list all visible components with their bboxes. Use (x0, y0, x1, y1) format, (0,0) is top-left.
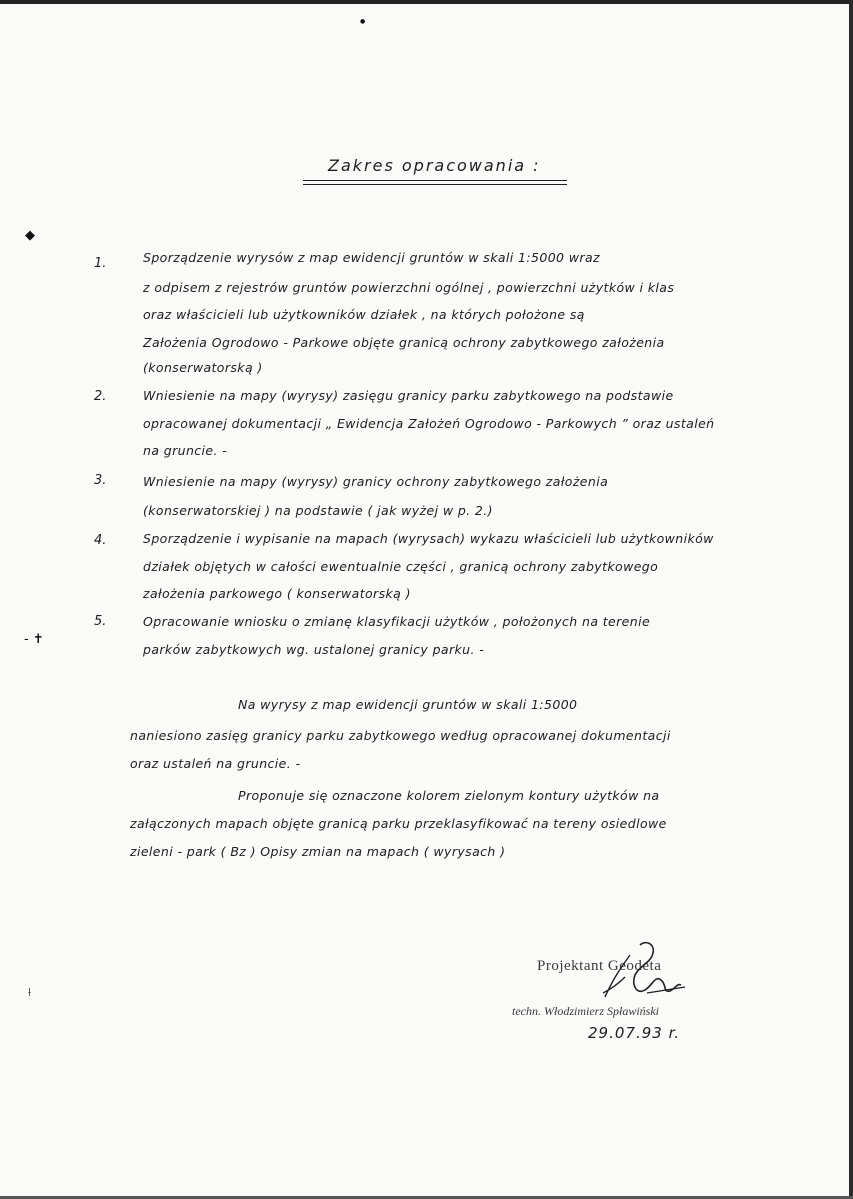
paragraph-2-line-1: Proponuje się oznaczone kolorem zielonym kontury użytków na (238, 788, 660, 803)
scan-dot: ● (360, 18, 366, 25)
stamp-title: Projektant Geodeta (537, 958, 662, 974)
paragraph-2-line-3: zieleni - park ( Bz ) Opisy zmian na mapach ( wyrysach ) (130, 844, 506, 859)
item-4-line-2: działek objętych w całości ewentualnie części , granicą ochrony zabytkowego (143, 559, 659, 574)
item-5-line-1: Opracowanie wniosku o zmianę klasyfikacji użytków , położonych na terenie (143, 614, 651, 629)
item-2-line-3: na gruncie. - (143, 443, 228, 458)
page-title: Zakres opracowania : (328, 156, 541, 175)
paragraph-1-line-1: Na wyrysy z map ewidencji gruntów w skali 1:5000 (238, 697, 578, 712)
item-5-line-2: parków zabytkowych wg. ustalonej granicy parku. - (143, 642, 485, 657)
item-1-line-4: Założenia Ogrodowo - Parkowe objęte granicą ochrony zabytkowego założenia (143, 335, 665, 350)
item-3-line-1: Wniesienie na mapy (wyrysy) granicy ochrony zabytkowego założenia (143, 474, 609, 489)
item-1-line-3: oraz właścicieli lub użytkowników działek , na których położone są (143, 307, 585, 322)
handwritten-signature (585, 935, 695, 1015)
punch-mark-bottom: ⟊ (28, 985, 32, 999)
paragraph-1-line-2: naniesiono zasięg granicy parku zabytkowego według opracowanej dokumentacji (130, 728, 671, 743)
item-2-number: 2. (94, 389, 107, 404)
item-1-number: 1. (94, 256, 107, 271)
item-1-line-2: z odpisem z rejestrów gruntów powierzchni ogólnej , powierzchni użytków i klas (143, 280, 675, 295)
item-1-line-1: Sporządzenie wyrysów z map ewidencji gruntów w skali 1:5000 wraz (143, 250, 600, 265)
signature-date: 29.07.93 r. (588, 1024, 681, 1042)
title-underline-second (303, 184, 567, 185)
paragraph-2-line-2: załączonych mapach objęte granicą parku przeklasyfikować na tereny osiedlowe (130, 816, 667, 831)
paragraph-1-line-3: oraz ustaleń na gruncie. - (130, 756, 301, 771)
item-1-line-5: (konserwatorską ) (143, 360, 263, 375)
title-underline (303, 180, 567, 181)
item-4-line-3: założenia parkowego ( konserwatorską ) (143, 586, 411, 601)
item-3-line-2: (konserwatorskiej ) na podstawie ( jak wyżej w p. 2.) (143, 503, 493, 518)
stamp-name: techn. Włodzimierz Spławiński (512, 1004, 659, 1018)
scan-edge-top (0, 0, 853, 4)
item-5-number: 5. (94, 614, 107, 629)
item-3-number: 3. (94, 473, 107, 488)
item-4-line-1: Sporządzenie i wypisanie na mapach (wyrysach) wykazu właścicieli lub użytkowników (143, 531, 714, 546)
item-2-line-2: opracowanej dokumentacji „ Ewidencja Założeń Ogrodowo - Parkowych ” oraz ustaleń (143, 416, 715, 431)
item-4-number: 4. (94, 533, 107, 548)
scan-edge-right (849, 0, 853, 1199)
item-2-line-1: Wniesienie na mapy (wyrysy) zasięgu granicy parku zabytkowego na podstawie (143, 388, 674, 403)
punch-mark-middle: - ✝ (24, 632, 44, 647)
punch-mark-top: ◆ (25, 228, 35, 243)
